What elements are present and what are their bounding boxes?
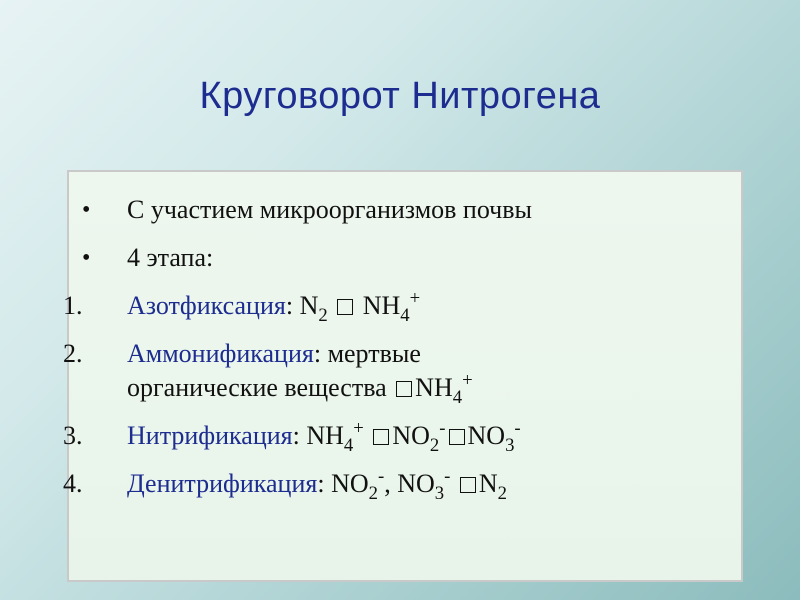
formula-subscript: 2 xyxy=(497,482,508,504)
step-description: органические вещества xyxy=(127,373,387,402)
step-line xyxy=(127,417,521,456)
list-number: 2. xyxy=(63,339,83,368)
list-number: 3. xyxy=(63,421,83,450)
bullet-marker: • xyxy=(82,245,91,271)
step-separator: : мертвые xyxy=(313,339,421,368)
formula-species: NO xyxy=(397,469,435,498)
step-term: Денитрификация xyxy=(127,469,318,498)
step-term: Азотфиксация xyxy=(127,291,286,320)
step-separator: : xyxy=(317,469,325,498)
arrow-box-icon xyxy=(373,429,389,445)
formula-subscript: 3 xyxy=(505,434,515,456)
step-line xyxy=(127,338,421,370)
formula-subscript: 2 xyxy=(318,304,328,326)
content-box xyxy=(63,170,743,582)
arrow-box-icon xyxy=(396,381,412,397)
formula-species: N xyxy=(478,469,498,498)
step-term: Аммонификация xyxy=(127,339,314,368)
formula-subscript: 3 xyxy=(434,482,445,504)
formula-superscript: + xyxy=(409,287,421,309)
formula-subscript: 4 xyxy=(452,386,463,408)
bullet-text: 4 этапа: xyxy=(127,243,214,272)
step-line xyxy=(127,465,508,504)
formula-subscript: 4 xyxy=(400,304,410,326)
formula-superscript: - xyxy=(514,417,521,439)
formula-superscript: - xyxy=(439,417,446,439)
formula-species: NH xyxy=(362,291,401,320)
step-term: Нитрификация xyxy=(127,421,293,450)
step-separator: : xyxy=(285,291,294,320)
step-line xyxy=(127,369,473,408)
arrow-box-icon xyxy=(460,477,476,493)
bullet-text: С участием микроорганизмов почвы xyxy=(127,195,532,224)
formula-species: NH xyxy=(306,421,344,450)
formula-species: NO xyxy=(392,421,430,450)
content-list xyxy=(63,172,741,580)
step-line xyxy=(127,287,421,326)
formula-subscript: 2 xyxy=(429,434,440,456)
formula-species: NO xyxy=(467,421,506,450)
list-number: 1. xyxy=(63,291,83,320)
arrow-box-icon xyxy=(337,299,353,315)
list-number: 4. xyxy=(63,469,83,498)
formula-superscript: - xyxy=(444,465,451,487)
formula-species: N xyxy=(299,291,319,320)
formula-comma: , xyxy=(384,469,391,498)
arrow-box-icon xyxy=(449,429,465,445)
formula-superscript: - xyxy=(378,465,385,487)
slide-title: Круговорот Нитрогена xyxy=(199,75,601,117)
bullet-marker: • xyxy=(82,197,91,223)
formula-species: NO xyxy=(331,469,369,498)
formula-superscript: + xyxy=(353,417,364,439)
formula-subscript: 2 xyxy=(368,482,378,504)
step-separator: : xyxy=(292,421,300,450)
formula-species: NH xyxy=(415,373,453,402)
formula-subscript: 4 xyxy=(343,434,354,456)
formula-superscript: + xyxy=(462,369,473,391)
